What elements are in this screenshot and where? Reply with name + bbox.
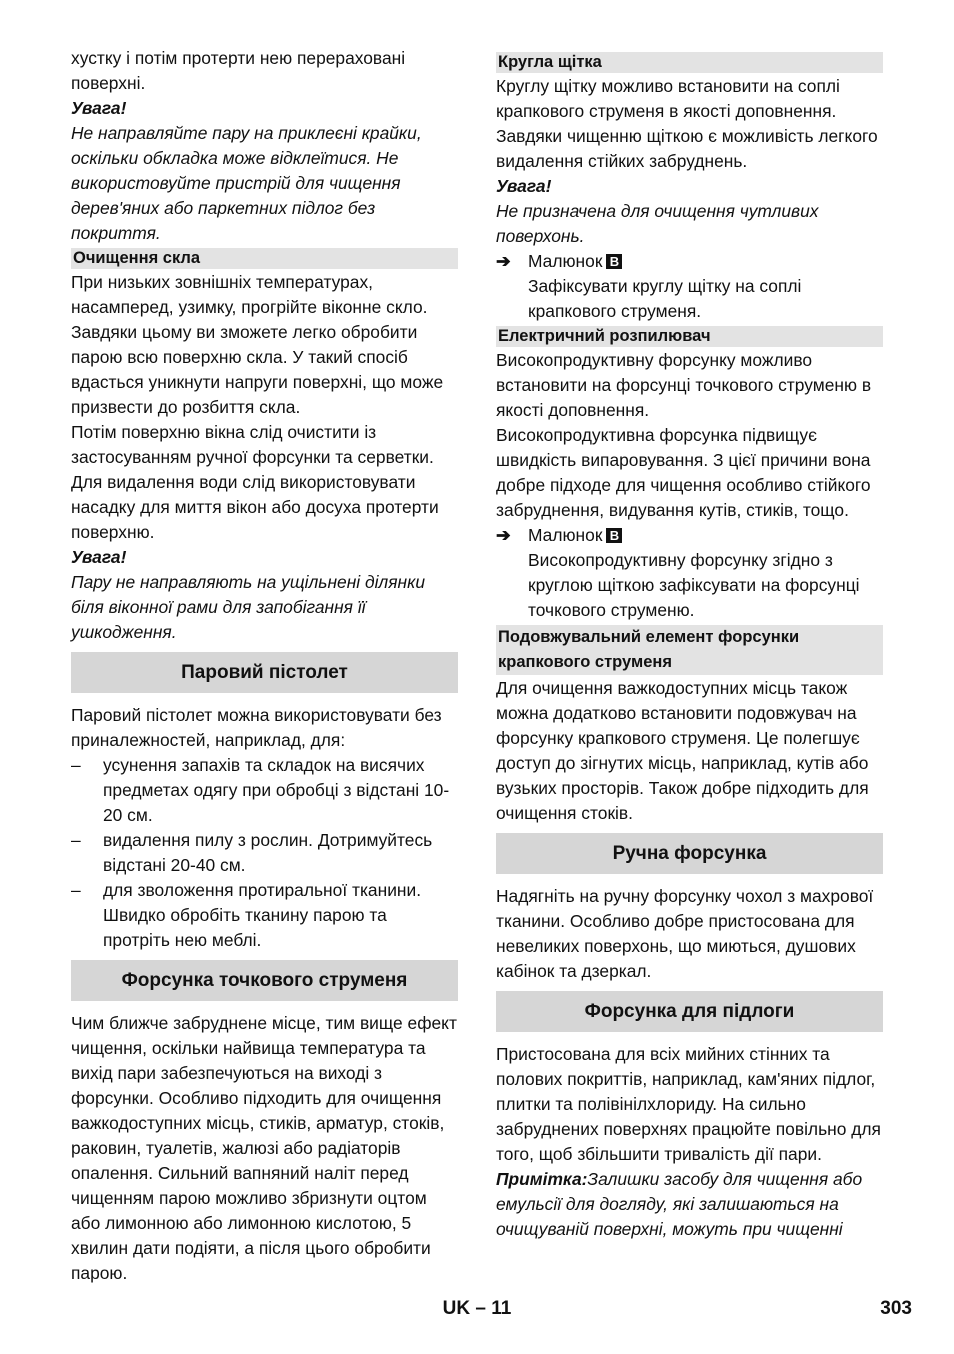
floor-nozzle-heading: Форсунка для підлоги [496, 991, 883, 1032]
note-label: Примітка: [496, 1169, 588, 1189]
glass-paragraph-1: При низьких зовнішніх температурах, насамперед, узимку, прогрійте віконне скло. Завдяки цьому ви зможете легко обробити парою всю поверхню скла. У такий спосіб вдасться уникнути напруги поверхні, що може призвести до розбиття скла. [71, 272, 444, 417]
figure-reference [496, 249, 883, 274]
hand-nozzle-text: Надягніть на ручну форсунку чохол з махрової тканини. Особливо добре пристосована для невеликих поверхонь, що миються, душових кабінок та дзеркал. [496, 886, 874, 981]
figure-reference [496, 523, 883, 548]
steam-gun-intro: Паровий пістолет можна використовувати без приналежностей, наприклад, для: [71, 705, 442, 750]
warning-title: Увага! [71, 98, 127, 118]
note-text: Залишки засобу для чищення або емульсії для догляду, які залишаються на очищуваній поверхні, можуть при чищенні [496, 1169, 863, 1239]
warning-text: Пару не направляють на ущільнені ділянки біля віконної рами для запобігання її ушкодження. [71, 572, 425, 642]
dash-bullet: – [71, 830, 81, 850]
hand-nozzle-heading: Ручна форсунка [496, 833, 883, 874]
sprayer-paragraph-2: Високопродуктивна форсунка підвищує швидкість випаровування. З цієї причини вона добре підходе для чищення особливо стійкого забруднення, видування кутів, стиків, тощо. [496, 425, 871, 520]
warning-title: Увага! [71, 547, 127, 567]
page-number: 303 [880, 1298, 912, 1319]
glass-cleaning-heading: Очищення скла [71, 248, 458, 269]
dash-bullet: – [71, 880, 81, 900]
extension-heading: Подовжувальний елемент форсунки крапкового струменя [496, 625, 883, 675]
intro-text: хустку і потім протерти нею перераховані поверхні. [71, 48, 406, 93]
dash-bullet: – [71, 755, 81, 775]
list-item: – для зволоження протиральної тканини. Швидко обробіть тканину парою та протріть нею меблі. [71, 878, 458, 953]
point-nozzle-heading: Форсунка точкового струменя [71, 960, 458, 1001]
arrow-right-icon: ➔ [496, 251, 511, 271]
figure-label: Малюнок [528, 525, 603, 545]
note-paragraph [496, 1167, 883, 1242]
round-brush-heading: Кругла щітка [496, 52, 883, 73]
glass-paragraph-2: Потім поверхню вікна слід очистити із застосуванням ручної форсунки та серветки. Для видалення води слід використовувати насадку для миття вікон або досуха протерти поверхню. [71, 422, 439, 542]
floor-nozzle-text: Пристосована для всіх мийних стінних та полових покриттів, наприклад, кам'яних підлог, плитки та полівінілхлориду. На сильно забруднених поверхнях працюйте повільно для того, щоб збільшити тривалість дії пари. [496, 1044, 881, 1164]
arrow-right-icon: ➔ [496, 525, 511, 545]
sprayer-paragraph-1: Високопродуктивну форсунку можливо встановити на форсунці точкового струменю в якості доповнення. [496, 350, 872, 420]
steam-gun-list [71, 753, 458, 953]
left-column [71, 46, 458, 1286]
warning-title: Увага! [496, 176, 552, 196]
figure-label: Малюнок [528, 251, 603, 271]
figure-letter-box: B [606, 254, 622, 269]
list-item: – усунення запахів та складок на висячих предметах одягу при обробці з відстані 10-20 см. [71, 753, 458, 828]
round-brush-step: Зафіксувати круглу щітку на соплі крапкового струменя. [528, 276, 802, 321]
warning-text: Не призначена для очищення чутливих поверхонь. [496, 201, 819, 246]
steam-gun-heading: Паровий пістолет [71, 652, 458, 693]
sprayer-step: Високопродуктивну форсунку згідно з круглою щіткою зафіксувати на форсунці точкового струменю. [528, 550, 860, 620]
electric-sprayer-heading: Електричний розпилювач [496, 326, 883, 347]
figure-letter-box: B [606, 528, 622, 543]
warning-text: Не направляйте пару на приклеєні крайки, оскільки обкладка може відклеїтися. Не використовуйте пристрій для чищення дерев'яних або паркетних підлог без покриття. [71, 123, 422, 243]
round-brush-text: Круглу щітку можливо встановити на соплі крапкового струменя в якості доповнення. Завдяки чищенню щіткою є можливість легкого видалення стійких забруднень. [496, 76, 878, 171]
right-column [496, 46, 883, 1242]
list-item: – видалення пилу з рослин. Дотримуйтесь відстані 20-40 см. [71, 828, 458, 878]
point-nozzle-text: Чим ближче забруднене місце, тим вище ефект чищення, оскільки найвища температура та вихід пари забезпечуються на виході з форсунки. Особливо підходить для очищення важкодоступних місць, стиків, арматур, стоків, раковин, туалетів, жалюзі або радіаторів опалення. Сильний вапняний наліт перед чищенням парою можливо збризнути оцтом або лимонною або лимонною кислотою, 5 хвилин дати подіяти, а після цього обробити парою. [71, 1013, 457, 1283]
extension-text: Для очищення важкодоступних місць також можна додатково встановити подовжувач на форсунку крапкового струменя. Це полегшує доступ до зігнутих місць, наприклад, кутів або вузьких просторів. Також добре підходить для очищення стоків. [496, 678, 869, 823]
page-label: UK – 11 [442, 1298, 512, 1319]
